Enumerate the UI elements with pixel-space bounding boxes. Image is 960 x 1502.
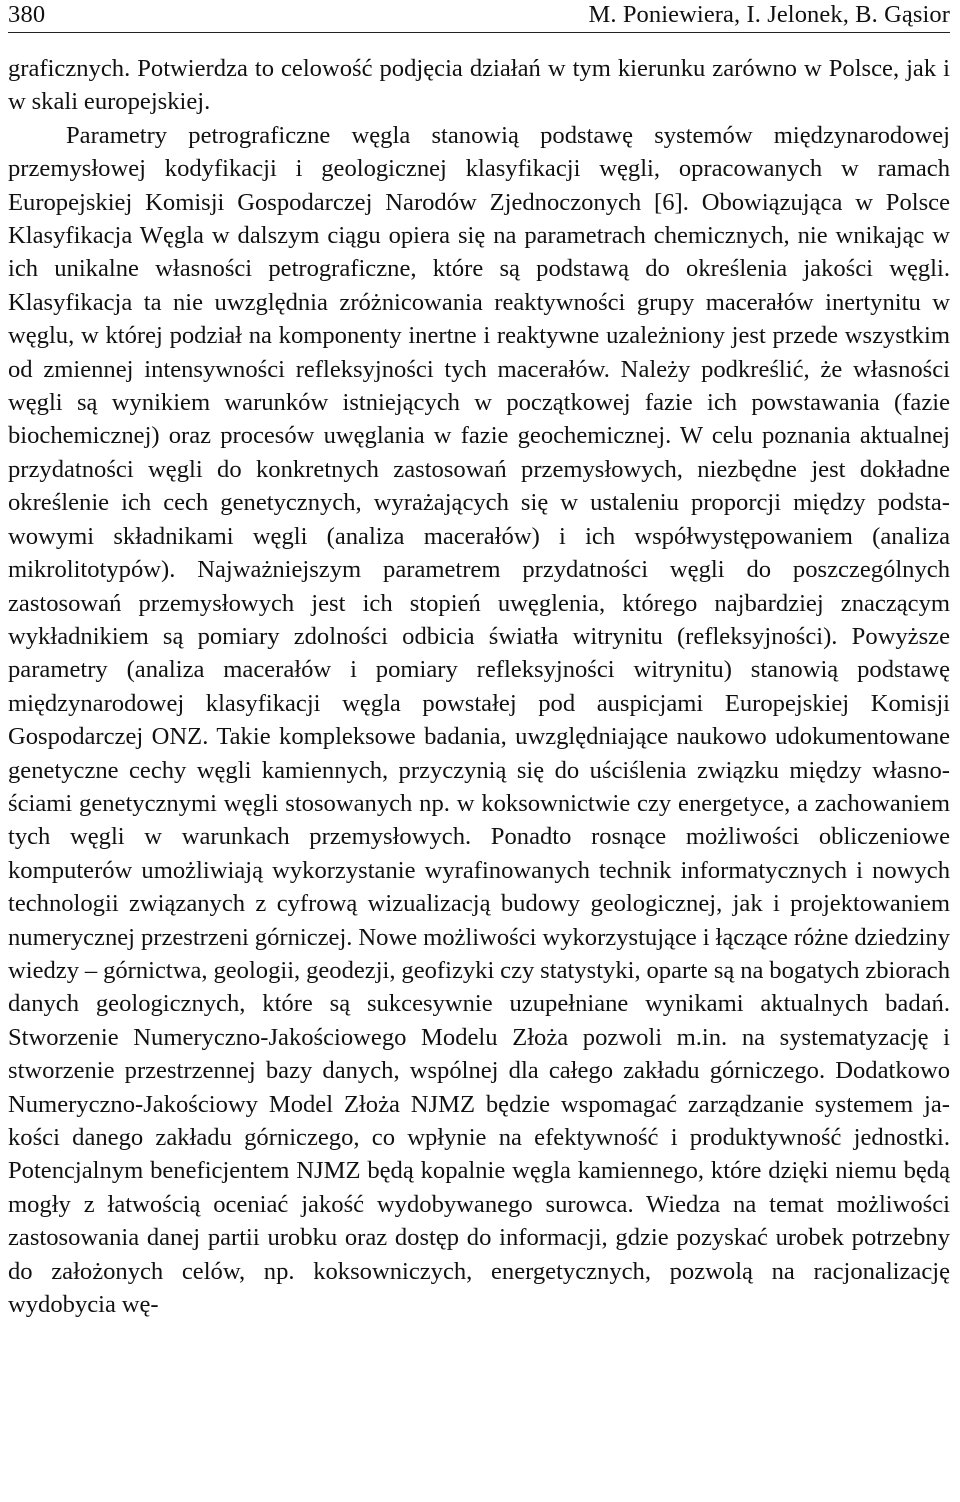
running-header	[8, 0, 950, 33]
document-page	[8, 0, 950, 1502]
running-header-authors: M. Poniewiera, I. Jelonek, B. Gąsior	[588, 1, 950, 28]
paragraph-continuation: graficznych. Potwierdza to celowość podjęcia działań w tym kierunku zarówno w Polsce, jak i w skali europejskiej.	[8, 55, 950, 116]
body-text	[8, 52, 950, 1321]
paragraph-main: Parametry petrograficzne węgla stanowią podstawę systemów międzynarodowej przemysłowej kodyfikacji i geologicznej klasyfikacji węgli, opracowanych w ramach Europejskiej Komisji Gospodarczej Narodów Zjednoczonych [6]. Obowiązująca w Polsce Klasyfikacja Węgla w dalszym ciągu opiera się na parametrach chemicznych, nie wnikając w ich unikalne własności petrograficzne, które są podstawą do określenia jakości węgli. Klasyfikacja ta nie uwzględnia zróżnicowania reaktywności grupy macerałów inertynitu w węglu, w której podział na komponenty inertne i reaktywne uzależniony jest przede wszystkim od zmiennej intensywności refleksyjności tych macerałów. Należy podkreślić, że własności węgli są wynikiem warunków istniejących w początkowej fazie ich powstawania (fazie biochemicznej) oraz procesów uwęglania w fazie geochemicznej. W celu poznania aktualnej przydatności węgli do konkretnych zastosowań przemysłowych, niezbędne jest dokładne określenie ich cech genetycznych, wyrażających się w ustaleniu proporcji między podstawowymi składnikami węgli (analiza macerałów) i ich współwystępowaniem (analiza mikrolitotypów). Najważniejszym parametrem przydatności węgli do poszczególnych zastosowań przemysłowych jest ich stopień uwęglenia, którego najbardziej znaczącym wykładnikiem są pomiary zdolności odbicia światła witrynitu (refleksyjności). Powyższe parametry (analiza macerałów i pomiary refleksyjności witrynitu) stanowią podstawę międzynarodowej klasyfikacji węgla powstałej pod auspicjami Europejskiej Komisji Gospodarczej ONZ. Takie kompleksowe badania, uwzględniające naukowo udokumentowane genetyczne cechy węgli kamiennych, przyczynią się do uściślenia związku między własnościami genetycznymi węgli stosowanych np. w koksownictwie czy energetyce, a zachowaniem tych węgli w warunkach przemysłowych. Ponadto rosnące możliwości obliczeniowe komputerów umożliwiają wykorzystanie wyrafinowanych technik informatycznych i nowych technologii związanych z cyfrową wizualizacją budowy geologicznej, jak i projektowaniem numerycznej przestrzeni górniczej. Nowe możliwości wykorzystujące i łączące różne dziedziny wiedzy – górnictwa, geologii, geodezji, geofizyki czy statystyki, oparte są na bogatych zbiorach danych geologicznych, które są sukcesywnie uzupełniane wynikami aktualnych badań. Stworzenie Numeryczno-Jakościowego Modelu Złoża pozwoli m.in. na systematyzację i stworzenie przestrzennej bazy danych, wspólnej dla całego zakładu górniczego. Dodatkowo Numeryczno-Jakościowy Model Złoża NJMZ będzie wspomagać zarządzanie systemem jakości danego zakładu górniczego, co wpłynie na efektywność i produktywność jednostki. Potencjalnym beneficjentem NJMZ będą kopalnie węgla kamiennego, które dzięki niemu będą mogły z łatwością oceniać jakość wydobywanego surowca. Wiedza na temat możliwości zastosowania danej partii urobku oraz dostęp do informacji, gdzie pozyskać urobek potrzebny do założonych celów, np. koksowniczych, energetycznych, pozwolą na racjonalizację wydobycia wę-	[8, 121, 950, 1319]
page-number: 380	[8, 1, 46, 28]
